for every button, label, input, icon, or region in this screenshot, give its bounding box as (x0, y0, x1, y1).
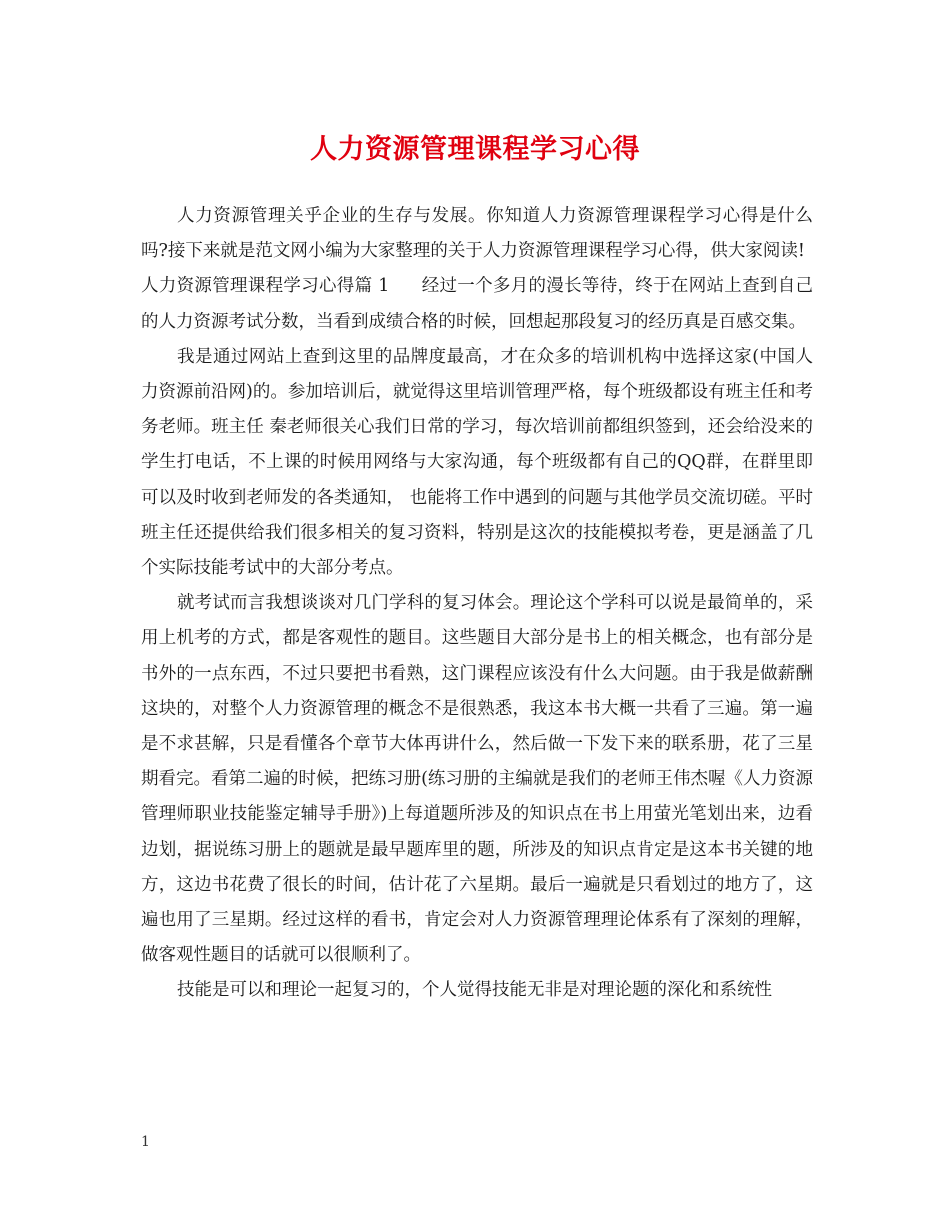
paragraph-training: 我是通过网站上查到这里的品牌度最高，才在众多的培训机构中选择这家(中国人力资源前沿网)的。参加培训后，就觉得这里培训管理严格，每个班级都设有班主任和考务老师。班主任 秦老师很关心我们日常的学习，每次培训前都组织签到，还会给没来的学生打电话，不上课的时候用网络与大家沟通，每个班级都有自己的QQ群，在群里即可以及时收到老师发的各类通知， 也能将工作中遇到的问题与其他学员交流切磋。平时班主任还提供给我们很多相关的复习资料，特别是这次的技能模拟考卷，更是涵盖了几个实际技能考试中的大部分考点。 (141, 346, 813, 579)
section-label: 人力资源管理课程学习心得篇 1 (141, 276, 390, 297)
page-number: 1 (141, 1134, 150, 1150)
intro-paragraph: 人力资源管理关乎企业的生存与发展。你知道人力资源管理课程学习心得是什么吗?接下来就是范文网小编为大家整理的关于人力资源管理课程学习心得，供大家阅读! (141, 206, 813, 262)
paragraph-exam-review: 就考试而言我想谈谈对几门学科的复习体会。理论这个学科可以说是最简单的，采用上机考的方式，都是客观性的题目。这些题目大部分是书上的相关概念，也有部分是书外的一点东西，不过只要把书看熟，这门课程应该没有什么大问题。由于我是做薪酬这块的，对整个人力资源管理的概念不是很熟悉，我这本书大概一共看了三遍。第一遍是不求甚解，只是看懂各个章节大体再讲什么，然后做一下发下来的联系册，花了三星期看完。看第二遍的时候，把练习册(练习册的主编就是我们的老师王伟杰喔《人力资源管理师职业技能鉴定辅导手册》)上每道题所涉及的知识点在书上用萤光笔划出来，边看边划，据说练习册上的题就是最早题库里的题，所涉及的知识点肯定是这本书关键的地方，这边书花费了很长的时间，估计花了六星期。最后一遍就是只看划过的地方了，这遍也用了三星期。经过这样的看书，肯定会对人力资源管理理论体系有了深刻的理解，做客观性题目的话就可以很顺利了。 (141, 593, 813, 966)
section-paragraph (141, 269, 813, 339)
document-title: 人力资源管理课程学习心得 (310, 134, 640, 165)
document-body (141, 199, 813, 1009)
paragraph-skills: 技能是可以和理论一起复习的，个人觉得技能无非是对理论题的深化和系统性 (177, 980, 772, 1001)
section-text: 经过一个多月的漫长等待，终于在网站上查到自己的人力资源考试分数，当看到成绩合格的时候，回想起那段复习的经历真是百感交集。 (141, 276, 814, 332)
